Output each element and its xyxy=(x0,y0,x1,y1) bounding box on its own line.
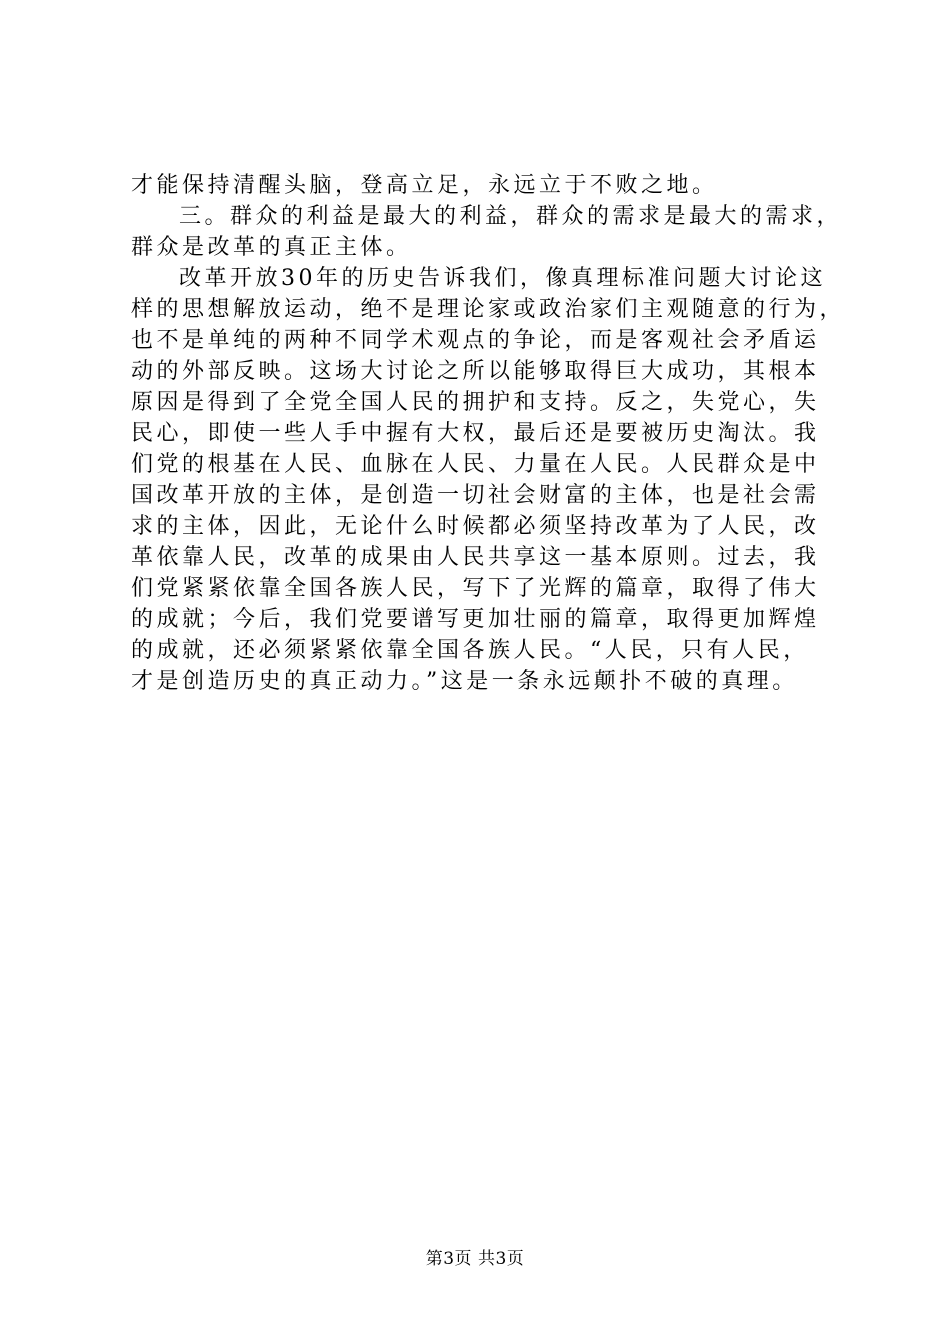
text-line: 们党的根基在人民、血脉在人民、力量在人民。人民群众是中 xyxy=(131,452,820,477)
text-line: 求的主体，因此，无论什么时候都必须坚持改革为了人民，改 xyxy=(131,514,820,539)
text-line: 改革开放30年的历史告诉我们，像真理标准问题大讨论这 xyxy=(179,266,826,291)
text-line: 们党紧紧依靠全国各族人民，写下了光辉的篇章，取得了伟大 xyxy=(131,576,820,601)
text-line: 才是创造历史的真正动力。”这是一条永远颠扑不破的真理。 xyxy=(131,669,798,694)
text-line: 也不是单纯的两种不同学术观点的争论，而是客观社会矛盾运 xyxy=(131,328,820,353)
text-line: 三。群众的利益是最大的利益，群众的需求是最大的需求， xyxy=(179,204,843,229)
text-line: 原因是得到了全党全国人民的拥护和支持。反之，失党心，失 xyxy=(131,390,820,415)
text-line: 才能保持清醒头脑，登高立足，永远立于不败之地。 xyxy=(131,173,718,198)
document-body xyxy=(131,170,846,697)
text-line: 群众是改革的真正主体。 xyxy=(131,235,412,260)
text-line: 国改革开放的主体，是创造一切社会财富的主体，也是社会需 xyxy=(131,483,820,508)
text-line: 革依靠人民，改革的成果由人民共享这一基本原则。过去，我 xyxy=(131,545,820,570)
text-line: 样的思想解放运动，绝不是理论家或政治家们主观随意的行为， xyxy=(131,297,846,322)
text-line: 的成就；今后，我们党要谱写更加壮丽的篇章，取得更加辉煌 xyxy=(131,607,820,632)
text-line: 民心，即使一些人手中握有大权，最后还是要被历史淘汰。我 xyxy=(131,421,820,446)
page-number-footer: 第3页 共3页 xyxy=(425,1249,525,1269)
text-line: 的成就，还必须紧紧依靠全国各族人民。“人民，只有人民， xyxy=(131,638,809,663)
text-line: 动的外部反映。这场大讨论之所以能够取得巨大成功，其根本 xyxy=(131,359,820,384)
